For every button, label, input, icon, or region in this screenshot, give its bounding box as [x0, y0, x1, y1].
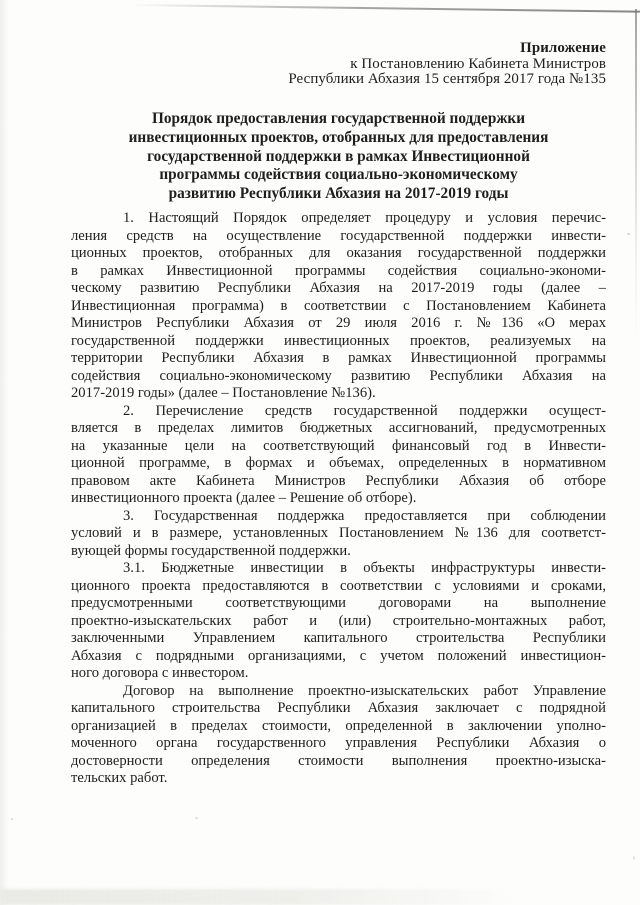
text-line: моченного органа государственного управления Республики Абхазия о — [71, 735, 606, 751]
scan-speck — [195, 817, 198, 819]
scan-speck — [633, 856, 635, 860]
text-line: 2017-2019 годы» (далее – Постановление №136). — [71, 385, 376, 401]
text-line: вующей формы государственной поддержки. — [71, 542, 351, 559]
header-resolution-reference: к Постановлению Кабинета Министров — [350, 55, 606, 72]
document-header — [71, 41, 606, 88]
document-body — [71, 210, 606, 788]
paragraph — [71, 210, 606, 403]
text-line: 3. Государственная поддержка предоставляется при соблюдении — [123, 507, 606, 524]
scan-page-edge-top — [130, 4, 640, 13]
text-line: ческому развитию Республики Абхазия на 2017-2019 годы (далее – — [71, 280, 606, 296]
scan-speck — [627, 233, 630, 235]
paragraph — [71, 403, 606, 508]
text-line: Инвестиционная программа) в соответствии с Постановлением Кабинета — [71, 297, 606, 314]
header-appendix-label: Приложение — [520, 40, 606, 56]
text-line: достоверности определения стоимости выполнения проектно-изыска- — [71, 752, 606, 769]
text-line: Министров Республики Абхазия от 29 июля 2016 г. №136 «О мерах — [71, 315, 606, 331]
text-line: заключенными Управлением капитального строительства Республики — [71, 630, 606, 646]
text-line: Абхазия с подрядными организациями, с учетом положений инвестицион- — [71, 647, 606, 664]
text-line: ления средств на осуществление государственной поддержки инвести- — [71, 227, 606, 244]
text-line: проектно-изыскательских работ и (или) строительно-монтажных работ, — [71, 612, 606, 629]
document-title — [71, 110, 606, 204]
title-line: развитию Республики Абхазия на 2017-2019 годы — [168, 185, 509, 203]
paragraph — [71, 560, 606, 683]
paragraph — [71, 508, 606, 561]
text-line: на указанные цели на соответствующий финансовый год в Инвести- — [71, 437, 606, 454]
text-line: условий и в размере, установленных Постановлением №136 для соответст- — [71, 525, 606, 541]
text-line: ционной программе, в формах и объемах, определенных в нормативном — [71, 455, 606, 471]
text-line: ционных проектов, отобранных для оказания государственной поддержки — [71, 245, 606, 261]
text-line: территории Республики Абхазия в рамках Инвестиционной программы — [71, 350, 606, 366]
text-line: в рамках Инвестиционной программы содействия социально-экономи- — [71, 262, 606, 279]
text-line: правовом акте Кабинета Министров Республики Абхазия об отборе — [71, 472, 606, 489]
scan-shadow-left — [0, 0, 9, 905]
scan-page-edge-right — [635, 9, 637, 339]
text-line: капитального строительства Республики Абхазия заключает с подрядной — [71, 700, 606, 716]
title-line: государственной поддержки в рамках Инвестиционной — [147, 147, 530, 165]
text-line: организацией в пределах стоимости, определенной в заключении уполно- — [71, 717, 606, 734]
scan-shadow-bottom — [0, 889, 520, 905]
text-line: содействия социально-экономическому развитию Республики Абхазия на — [71, 367, 606, 384]
title-line: Порядок предоставления государственной поддержки — [151, 110, 526, 127]
text-line: инвестиционного проекта (далее – Решение об отборе). — [71, 490, 417, 506]
text-line: государственной поддержки инвестиционных проектов, реализуемых на — [71, 332, 606, 349]
text-line: ного договора с инвестором. — [71, 665, 249, 681]
title-line: инвестиционных проектов, отобранных для предоставления — [128, 128, 549, 146]
text-line: Договор на выполнение проектно-изыскательских работ Управление — [123, 682, 606, 699]
text-line: ционного проекта предоставляются в соответствии с условиями и сроками, — [71, 577, 606, 594]
header-resolution-date-number: Республики Абхазия 15 сентября 2017 года №135 — [288, 71, 606, 88]
text-line: предусмотренными соответствующими договорами на выполнение — [71, 595, 606, 611]
title-line: программы содействия социально-экономическому — [159, 166, 518, 184]
text-line: тельских работ. — [71, 770, 168, 786]
paragraph — [71, 683, 606, 788]
text-line: вляется в пределах лимитов бюджетных ассигнований, предусмотренных — [71, 420, 606, 436]
text-line: 3.1. Бюджетные инвестиции в объекты инфраструктуры инвести- — [123, 560, 606, 576]
text-line: 1. Настоящий Порядок определяет процедуру и условия перечис- — [123, 210, 606, 226]
scan-speck — [11, 818, 13, 820]
text-line: 2. Перечисление средств государственной поддержки осущест- — [123, 402, 606, 419]
